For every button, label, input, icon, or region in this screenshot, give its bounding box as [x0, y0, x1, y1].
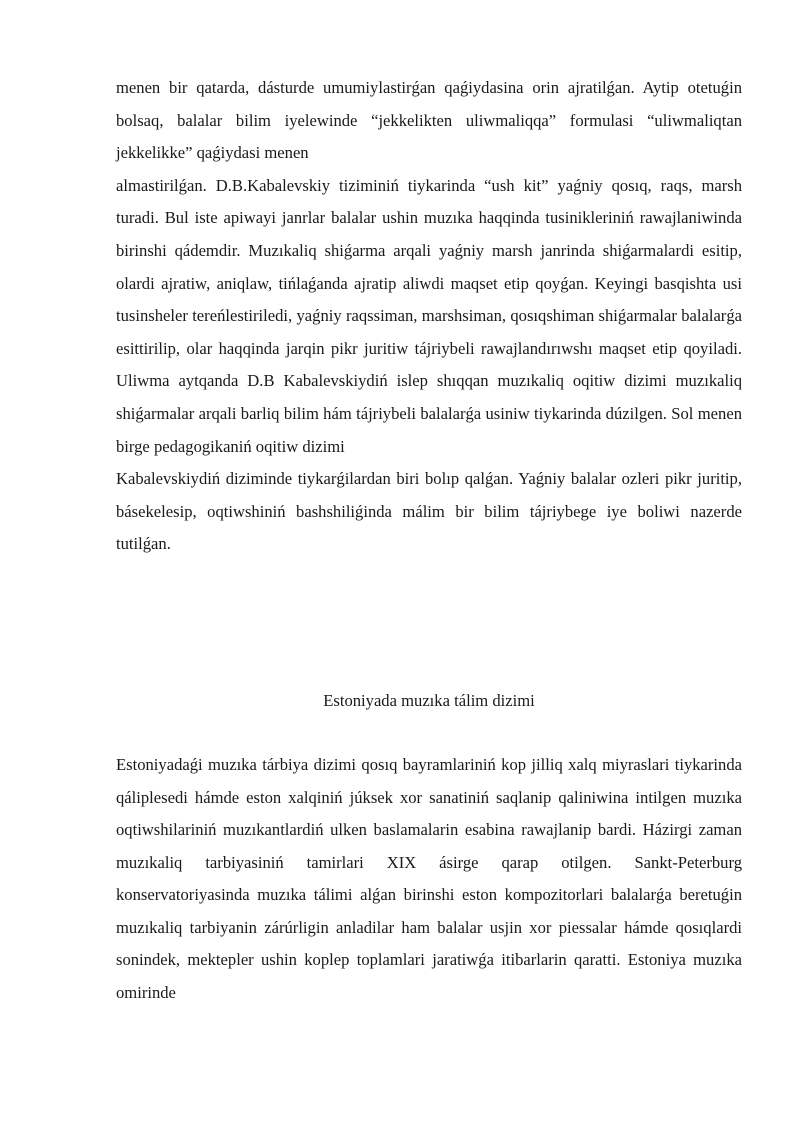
section-spacer [116, 561, 742, 685]
heading-spacer [116, 717, 742, 749]
paragraph-kabalevskiy-conclusion: Kabalevskiydiń diziminde tiykarǵilardan biri bolıp qalǵan. Yaǵniy balalar ozleri pikr juritip, básekelesip, oqtiwshiniń bashshiliǵinda málim bir bilim tájriybege iye boliwi nazerde tutilǵan. [116, 469, 742, 554]
paragraph-estonia: Estoniyadaǵi muzıka tárbiya dizimi qosıq bayramlariniń kop jilliq xalq miyraslari tiykarinda qáliplesedi hámde eston xalqiniń júksek xor sanatiniń saqlanip qaliniwina intilgen muzıka oqtiwshilariniń muzıkantlardiń ulken baslamalarin esabina rawajlanip bardi. Házirgi zaman muzıkaliq tarbiyasiniń tamirlari XIX ásirge qarap otilgen. Sankt-Peterburg konservatoriyasinda muzıka tálimi alǵan birinshi eston kompozitorlari balalarǵa beretuǵin muzıkaliq tarbiyanin zárúrligin anladilar ham balalar usjin xor piessalar hámde qosıqlardi sonindek, mektepler ushin koplep toplamlari jaratiwǵa itibarlarin qaratti. Estoniya muzıka omirinde [116, 754, 742, 1003]
paragraph-continuation: menen bir qatarda, dásturde umumiylastirǵan qaǵiydasina orin ajratilǵan. Aytip otetuǵin bolsaq, balalar bilim iyelewinde “jekkelikten uliwmaliqqa” formulasi “uliwmaliqtan jekkelikke” qaǵiydasi menen [116, 78, 742, 163]
document-page [116, 72, 742, 1010]
paragraph-kabalevskiy-system: almastirilǵan. D.B.Kabalevskiy tiziminiń tiykarinda “ush kit” yaǵniy qosıq, raqs, marsh turadi. Bul iste apiwayi janrlar balalar ushin muzıka haqqinda tusinikleriniń rawajlaniwinda birinshi qádemdir. Muzıkaliq shiǵarma arqali yaǵniy marsh janrinda shiǵarmalardi esitip, olardi ajratiw, aniqlaw, tińlaǵanda ajratip aliwdi maqset etip qoyǵan. Keyingi basqishta usi tusinsheler tereńlestiriledi, yaǵniy raqssiman, marshsiman, qosıqshiman shiǵarmalar balalarǵa esittirilip, olar haqqinda jarqin pikr juritiw tájriybeli rawajlandırıwshı maqset etip qoyiladi. Uliwma aytqanda D.B Kabalevskiydiń islep shıqqan muzıkaliq oqitiw dizimi muzıkaliq shiǵarmalar arqali barliq bilim hám tájriybeli balalarǵa usiniw tiykarinda dúzilgen. Sol menen birge pedagogikaniń oqitiw dizimi [116, 175, 742, 456]
section-heading: Estoniyada muzıka tálim dizimi [323, 690, 535, 710]
